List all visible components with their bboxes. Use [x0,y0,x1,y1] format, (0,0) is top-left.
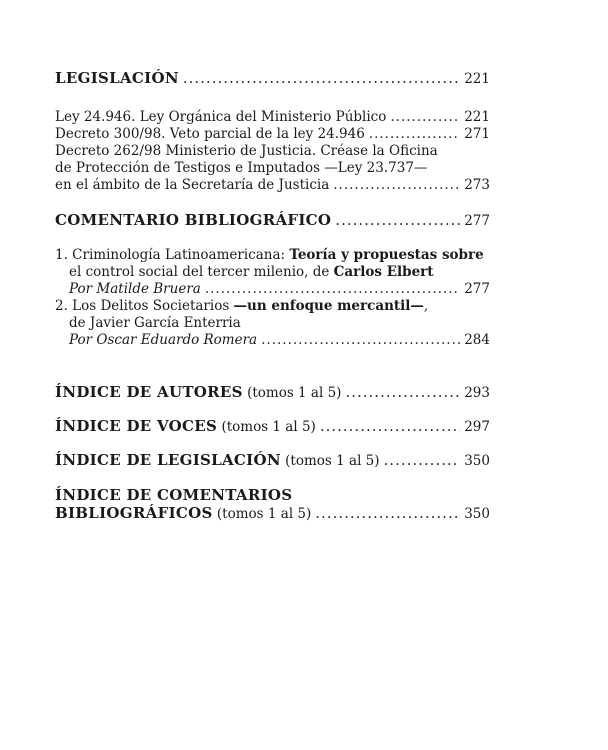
entry-author-bold: Carlos Elbert [333,264,434,280]
toc-entry-review-1 [55,247,490,298]
entry-text: el control social del tercer milenio [69,264,305,280]
toc-entry-comentario [55,212,490,230]
entry-text: Ley 24.946. Ley Orgánica del Ministerio Público [55,109,387,125]
leader-dots [205,281,460,298]
leader-dots [345,384,460,401]
toc-entry-indice-comentarios [55,486,490,523]
page-number: 284 [464,332,490,348]
page-number: 277 [464,213,490,229]
leader-dots [320,418,460,435]
leader-dots [261,332,460,349]
volume-range: (tomos 1 al 5) [280,453,380,469]
leader-dots [369,126,460,143]
toc-entry-legislacion [55,70,490,88]
section-title: LEGISLACIÓN [55,69,179,87]
page-number: 350 [464,453,490,469]
section-title: ÍNDICE DE AUTORES [55,383,243,401]
entry-text: 2. Los Delitos Societarios [55,298,234,314]
entry-text-line: en el ámbito de la Secretaría de Justicia [55,177,330,193]
page-number: 277 [464,281,490,297]
leader-dots [384,452,460,469]
leader-dots [335,212,460,229]
entry-text-line: de Protección de Testigos e Imputados —Ley 23.737— [55,160,428,176]
entry-text: , [423,298,429,314]
leader-dots [315,505,460,522]
entry-text-line: Decreto 262/98 Ministerio de Justicia. Créase la Oficina [55,143,438,159]
section-title: COMENTARIO BIBLIOGRÁFICO [55,211,332,229]
section-title: ÍNDICE DE LEGISLACIÓN [55,451,281,469]
entry-text: Decreto 300/98. Veto parcial de la ley 24.946 [55,126,365,142]
section-title: ÍNDICE DE COMENTARIOS [55,486,293,504]
entry-text: 1. Criminología Latinoamericana: [55,247,290,263]
toc-entry-ley-24946 [55,109,490,126]
entry-title-bold: Teoría y propuestas sobre [289,247,484,263]
toc-entry-indice-autores [55,384,490,402]
toc-entry-review-2 [55,298,490,349]
entry-text: , de [304,264,334,280]
page-number: 297 [464,419,490,435]
entry-title-bold: —un enfoque mercantil— [233,298,424,314]
reviewer-byline: Por Oscar Eduardo Romera [69,332,258,348]
page-number: 350 [464,506,490,522]
volume-range: (tomos 1 al 5) [217,419,316,435]
volume-range: (tomos 1 al 5) [212,506,312,522]
toc-entry-indice-legislacion [55,452,490,470]
volume-range: (tomos 1 al 5) [242,385,342,401]
leader-dots [333,177,460,194]
section-title: ÍNDICE DE VOCES [55,417,218,435]
table-of-contents [55,70,490,523]
leader-dots [183,70,460,87]
page-number: 273 [464,177,490,193]
page-number: 271 [464,126,490,142]
section-title: BIBLIOGRÁFICOS [55,504,213,522]
toc-entry-decreto-262 [55,143,490,194]
entry-text-line: de Javier García Enterria [69,315,241,331]
toc-entry-decreto-300 [55,126,490,143]
leader-dots [390,109,460,126]
reviewer-byline: Por Matilde Bruera [69,281,201,297]
page-number: 221 [464,109,490,125]
toc-entry-indice-voces [55,418,490,436]
page-number: 293 [464,385,490,401]
page-number: 221 [464,71,490,87]
